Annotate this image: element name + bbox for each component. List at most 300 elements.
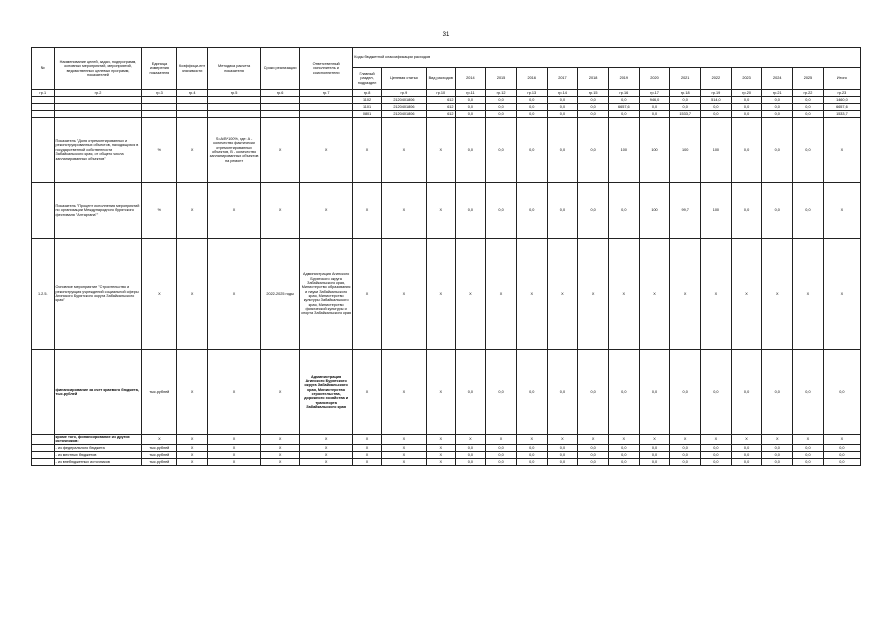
row-value: 0,0: [547, 451, 578, 458]
row-value: X: [762, 435, 793, 445]
code-value: 0,0: [486, 97, 517, 104]
row-value: 0,0: [547, 444, 578, 451]
empty-cell: [261, 97, 300, 104]
row-method: X: [207, 444, 260, 451]
code-value: 0,0: [701, 104, 732, 111]
row-value: 100: [670, 118, 701, 183]
code-value: 0,0: [670, 97, 701, 104]
row-value: X: [547, 435, 578, 445]
table-body: [32, 48, 861, 466]
row-coef: X: [177, 451, 208, 458]
row-exptype: X: [426, 118, 455, 183]
row-value: 0,0: [455, 444, 486, 451]
row-value: X: [578, 239, 609, 350]
row-method: X: [207, 183, 260, 239]
code-target: 2120401806: [381, 111, 426, 118]
row-value: 0,0: [578, 183, 609, 239]
code-value: 0,0: [516, 97, 547, 104]
indicator1-row: [32, 118, 861, 183]
empty-cell: [54, 97, 142, 104]
row-value: X: [731, 435, 762, 445]
row-value: 0,0: [486, 458, 517, 465]
row-value: 0,0: [639, 444, 670, 451]
header-name: Наименование целей, задач, подпрограмм, основных мероприятий, мероприятий, ведомственных целевых программ, показателей: [54, 48, 142, 90]
code-value: 0,0: [516, 111, 547, 118]
row-total: X: [823, 118, 860, 183]
header-total: Итого: [823, 68, 860, 90]
header-year: 2017: [547, 68, 578, 90]
row-value: 0,0: [670, 458, 701, 465]
row-unit: %: [142, 183, 177, 239]
column-number: гр.16: [608, 90, 639, 97]
code-section: 1101: [353, 104, 382, 111]
empty-cell: [32, 111, 55, 118]
row-value: 100: [608, 118, 639, 183]
empty-cell: [142, 104, 177, 111]
row-resp: X: [300, 451, 353, 458]
row-exptype: X: [426, 444, 455, 451]
row-value: 0,0: [455, 350, 486, 435]
row-value: X: [793, 435, 824, 445]
column-number: гр.1: [32, 90, 55, 97]
column-number: гр.23: [823, 90, 860, 97]
row-value: X: [793, 239, 824, 350]
row-term: X: [261, 183, 300, 239]
row-value: 0,0: [547, 183, 578, 239]
row-value: 0,0: [762, 183, 793, 239]
row-number: [32, 183, 55, 239]
row-term: X: [261, 350, 300, 435]
empty-cell: [207, 111, 260, 118]
code-value: 0,0: [486, 104, 517, 111]
page-number: 31: [442, 32, 450, 38]
row-value: X: [639, 435, 670, 445]
row-value: 100: [639, 183, 670, 239]
empty-cell: [177, 111, 208, 118]
header-year: 2021: [670, 68, 701, 90]
row-value: 0,0: [762, 458, 793, 465]
row-value: 0,0: [516, 183, 547, 239]
row-number: 1.2.5.: [32, 239, 55, 350]
row-resp: Администрация Агинского Бурятского округа Забайкальского края, Министерство образования и науки Забайкальского края, Министерство культуры Забайкальского края, Министерство физической культуры и спорта Забайкальского края: [300, 239, 353, 350]
column-number: гр.10: [426, 90, 455, 97]
row-number: [32, 350, 55, 435]
row-section: X: [353, 435, 382, 445]
header-coef: Коэффици-ент значимости: [177, 48, 208, 90]
row-coef: X: [177, 118, 208, 183]
row-section: X: [353, 350, 382, 435]
row-value: 0,0: [486, 444, 517, 451]
column-number-row: [32, 90, 861, 97]
code-exptype: 612: [426, 111, 455, 118]
row-number: [32, 458, 55, 465]
code-value: 0,0: [670, 104, 701, 111]
row-value: 0,0: [578, 458, 609, 465]
empty-cell: [261, 104, 300, 111]
code-value: 0,0: [486, 111, 517, 118]
row-method: X: [207, 451, 260, 458]
row-exptype: X: [426, 183, 455, 239]
code-value: 0,0: [762, 104, 793, 111]
row-exptype: X: [426, 451, 455, 458]
row-method: X: [207, 435, 260, 445]
code-value: 0,0: [793, 104, 824, 111]
code-value: 0,0: [731, 97, 762, 104]
code-value: 0,0: [793, 97, 824, 104]
empty-cell: [261, 111, 300, 118]
row-value: X: [547, 239, 578, 350]
row-value: 0,0: [639, 458, 670, 465]
header-year: 2016: [516, 68, 547, 90]
code-row: [32, 111, 861, 118]
row-value: 0,0: [516, 458, 547, 465]
row-name: - из федерального бюджета: [54, 444, 142, 451]
empty-cell: [207, 104, 260, 111]
code-value: 0,0: [547, 97, 578, 104]
header-year: 2015: [486, 68, 517, 90]
row-value: 0,0: [731, 444, 762, 451]
row-value: 0,0: [608, 183, 639, 239]
row-term: X: [261, 118, 300, 183]
column-number: гр.4: [177, 90, 208, 97]
row-value: 0,0: [793, 183, 824, 239]
row-section: X: [353, 451, 382, 458]
column-number: гр.7: [300, 90, 353, 97]
column-number: гр.19: [701, 90, 732, 97]
header-codes: Коды бюджетной классификации расходов: [353, 48, 861, 68]
row-value: 100: [701, 183, 732, 239]
code-value: 0,0: [793, 111, 824, 118]
header-section: Главный раздел, подраздел: [353, 68, 382, 90]
row-total: 0,0: [823, 350, 860, 435]
row-section: X: [353, 118, 382, 183]
column-number: гр.15: [578, 90, 609, 97]
row-value: 0,0: [608, 350, 639, 435]
code-total: 1460,0: [823, 97, 860, 104]
row-total: X: [823, 239, 860, 350]
code-value: 0,0: [731, 104, 762, 111]
row-coef: X: [177, 350, 208, 435]
row-unit: %: [142, 118, 177, 183]
row-value: 0,0: [762, 118, 793, 183]
row-value: 0,0: [793, 451, 824, 458]
row-value: 0,0: [516, 444, 547, 451]
row-value: 0,0: [731, 183, 762, 239]
row-term: X: [261, 451, 300, 458]
row-value: 100: [639, 118, 670, 183]
row-value: 0,0: [670, 444, 701, 451]
code-value: 0,0: [578, 97, 609, 104]
column-number: гр.9: [381, 90, 426, 97]
code-section: 1102: [353, 97, 382, 104]
row-value: X: [455, 239, 486, 350]
row-target: X: [381, 118, 426, 183]
row-value: X: [486, 239, 517, 350]
row-name: финансирование за счет краевого бюджета, тыс.рублей: [54, 350, 142, 435]
row-value: 0,0: [793, 444, 824, 451]
code-value: 0,0: [547, 104, 578, 111]
code-value: 0,0: [578, 111, 609, 118]
row-value: 0,0: [578, 444, 609, 451]
row-value: 0,0: [670, 350, 701, 435]
code-value: 0,0: [455, 104, 486, 111]
row-resp: Администрация Агинского Бурятского округа Забайкальского края, Министерство строительства, дорожного хозяйства и транспорта Забайкальского края: [300, 350, 353, 435]
row-exptype: X: [426, 435, 455, 445]
row-value: 0,0: [731, 458, 762, 465]
offbudget-row: [32, 458, 861, 465]
row-unit: тыс.рублей: [142, 451, 177, 458]
row-value: 0,0: [455, 451, 486, 458]
header-year: 2022: [701, 68, 732, 90]
code-value: 0,0: [762, 111, 793, 118]
row-value: 0,0: [793, 350, 824, 435]
row-value: 0,0: [793, 458, 824, 465]
row-value: 0,0: [547, 458, 578, 465]
empty-cell: [300, 97, 353, 104]
empty-cell: [177, 104, 208, 111]
row-value: 0,0: [731, 118, 762, 183]
row-number: [32, 435, 55, 445]
header-year: 2019: [608, 68, 639, 90]
row-value: 0,0: [639, 350, 670, 435]
column-number: гр.5: [207, 90, 260, 97]
row-number: [32, 451, 55, 458]
row-value: 0,0: [701, 444, 732, 451]
row-term: X: [261, 435, 300, 445]
header-method: Методика расчета показателя: [207, 48, 260, 90]
row-coef: X: [177, 444, 208, 451]
column-number: гр.21: [762, 90, 793, 97]
column-number: гр.3: [142, 90, 177, 97]
row-value: 0,0: [516, 451, 547, 458]
row-target: X: [381, 350, 426, 435]
row-value: X: [516, 239, 547, 350]
row-coef: X: [177, 435, 208, 445]
column-number: гр.8: [353, 90, 382, 97]
row-method: X: [207, 239, 260, 350]
code-total: 6657,6: [823, 104, 860, 111]
row-value: X: [639, 239, 670, 350]
row-value: 0,0: [516, 118, 547, 183]
code-target: 2120401806: [381, 104, 426, 111]
row-name: - из местных бюджетов: [54, 451, 142, 458]
row-value: 0,0: [731, 451, 762, 458]
column-number: гр.6: [261, 90, 300, 97]
row-unit: X: [142, 435, 177, 445]
row-value: 0,0: [486, 350, 517, 435]
row-value: 0,0: [455, 118, 486, 183]
code-section: 0801: [353, 111, 382, 118]
row-value: 0,0: [762, 444, 793, 451]
row-name: кроме того, финансирование из других источников:: [54, 435, 142, 445]
main-event-row: [32, 239, 861, 350]
code-exptype: 612: [426, 97, 455, 104]
column-number: гр.17: [639, 90, 670, 97]
code-value: 0,0: [608, 97, 639, 104]
row-value: 0,0: [486, 451, 517, 458]
header-row-1: [32, 48, 861, 68]
row-section: X: [353, 444, 382, 451]
budget-table: [31, 47, 861, 466]
row-value: X: [701, 435, 732, 445]
row-target: X: [381, 458, 426, 465]
empty-cell: [54, 104, 142, 111]
row-number: [32, 444, 55, 451]
row-value: X: [486, 435, 517, 445]
code-total: 1533,7: [823, 111, 860, 118]
row-value: 100: [701, 118, 732, 183]
row-section: X: [353, 239, 382, 350]
row-term: 2022-2025 годы: [261, 239, 300, 350]
row-value: 0,0: [701, 451, 732, 458]
row-value: 0,0: [639, 451, 670, 458]
row-coef: X: [177, 239, 208, 350]
row-value: X: [670, 435, 701, 445]
code-value: 0,0: [455, 97, 486, 104]
row-resp: X: [300, 118, 353, 183]
header-no: №: [32, 48, 55, 90]
row-resp: X: [300, 444, 353, 451]
row-value: 0,0: [731, 350, 762, 435]
row-total: 0,0: [823, 451, 860, 458]
row-number: [32, 118, 55, 183]
code-value: 0,0: [455, 111, 486, 118]
row-target: X: [381, 451, 426, 458]
code-value: 0,0: [701, 111, 732, 118]
column-number: гр.20: [731, 90, 762, 97]
row-unit: тыс.рублей: [142, 458, 177, 465]
empty-cell: [300, 104, 353, 111]
row-name: Показатель "Процент исполнения мероприятий по организации Международного бурятского фестиваля "Алтаргана"": [54, 183, 142, 239]
row-value: 0,0: [762, 451, 793, 458]
header-year: 2024: [762, 68, 793, 90]
row-value: 0,0: [608, 444, 639, 451]
code-value: 0,0: [578, 104, 609, 111]
row-total: 0,0: [823, 444, 860, 451]
code-row: [32, 97, 861, 104]
row-value: 0,0: [701, 350, 732, 435]
row-method: S=A/B*100%, где: A - количество фактически отремонтированных объектов, B - количество запланированных объектов на ремонт: [207, 118, 260, 183]
code-value: 0,0: [639, 111, 670, 118]
column-number: гр.14: [547, 90, 578, 97]
row-value: 0,0: [455, 183, 486, 239]
row-name: Показатель "Доля отремонтированных и реконструированных объектов, находящихся в государственной собственности Забайкальского края, от общего числа запланированных объектов": [54, 118, 142, 183]
federal-row: [32, 444, 861, 451]
code-exptype: 612: [426, 104, 455, 111]
row-target: X: [381, 435, 426, 445]
row-total: X: [823, 435, 860, 445]
code-value: 514,0: [701, 97, 732, 104]
row-value: X: [608, 435, 639, 445]
column-number: гр.11: [455, 90, 486, 97]
row-value: 0,0: [455, 458, 486, 465]
row-coef: X: [177, 183, 208, 239]
code-row: [32, 104, 861, 111]
row-method: X: [207, 350, 260, 435]
header-year: 2014: [455, 68, 486, 90]
row-value: 0,0: [670, 451, 701, 458]
code-value: 0,0: [516, 104, 547, 111]
empty-cell: [207, 97, 260, 104]
row-term: X: [261, 444, 300, 451]
code-value: 0,0: [547, 111, 578, 118]
empty-cell: [142, 111, 177, 118]
row-value: 0,0: [486, 118, 517, 183]
financing-row: [32, 350, 861, 435]
besides-row: [32, 435, 861, 445]
header-year: 2025: [793, 68, 824, 90]
indicator2-row: [32, 183, 861, 239]
empty-cell: [54, 111, 142, 118]
empty-cell: [32, 97, 55, 104]
row-total: X: [823, 183, 860, 239]
row-value: 0,0: [578, 451, 609, 458]
row-target: X: [381, 239, 426, 350]
row-value: X: [731, 239, 762, 350]
row-value: 0,0: [547, 350, 578, 435]
row-value: X: [670, 239, 701, 350]
code-value: 0,0: [639, 104, 670, 111]
row-value: X: [516, 435, 547, 445]
header-year: 2020: [639, 68, 670, 90]
header-year: 2023: [731, 68, 762, 90]
empty-cell: [142, 97, 177, 104]
code-value: 1533,7: [670, 111, 701, 118]
header-year: 2018: [578, 68, 609, 90]
header-target: Целевая статья: [381, 68, 426, 90]
row-value: 99,7: [670, 183, 701, 239]
header-resp: Ответственный исполнитель и соисполнители: [300, 48, 353, 90]
row-exptype: X: [426, 458, 455, 465]
row-target: X: [381, 444, 426, 451]
row-value: X: [701, 239, 732, 350]
code-value: 0,0: [762, 97, 793, 104]
row-value: 0,0: [516, 350, 547, 435]
code-target: 2120401806: [381, 97, 426, 104]
row-value: 0,0: [578, 350, 609, 435]
column-number: гр.2: [54, 90, 142, 97]
code-value: 6657,6: [608, 104, 639, 111]
row-method: X: [207, 458, 260, 465]
column-number: гр.22: [793, 90, 824, 97]
row-value: 0,0: [486, 183, 517, 239]
row-section: X: [353, 458, 382, 465]
row-exptype: X: [426, 350, 455, 435]
empty-cell: [32, 104, 55, 111]
row-value: 0,0: [547, 118, 578, 183]
header-exptype: Вид расходов: [426, 68, 455, 90]
header-unit: Единица измерения показателя: [142, 48, 177, 90]
row-value: 0,0: [608, 451, 639, 458]
row-resp: X: [300, 183, 353, 239]
local-row: [32, 451, 861, 458]
row-unit: тыс.рублей: [142, 350, 177, 435]
row-resp: X: [300, 458, 353, 465]
row-value: 0,0: [701, 458, 732, 465]
empty-cell: [300, 111, 353, 118]
row-target: X: [381, 183, 426, 239]
row-name: - из внебюджетных источников: [54, 458, 142, 465]
row-value: X: [455, 435, 486, 445]
code-value: 0,0: [731, 111, 762, 118]
header-term: Сроки реализации: [261, 48, 300, 90]
row-coef: X: [177, 458, 208, 465]
column-number: гр.18: [670, 90, 701, 97]
row-term: X: [261, 458, 300, 465]
row-value: 0,0: [608, 458, 639, 465]
empty-cell: [177, 97, 208, 104]
row-value: X: [762, 239, 793, 350]
